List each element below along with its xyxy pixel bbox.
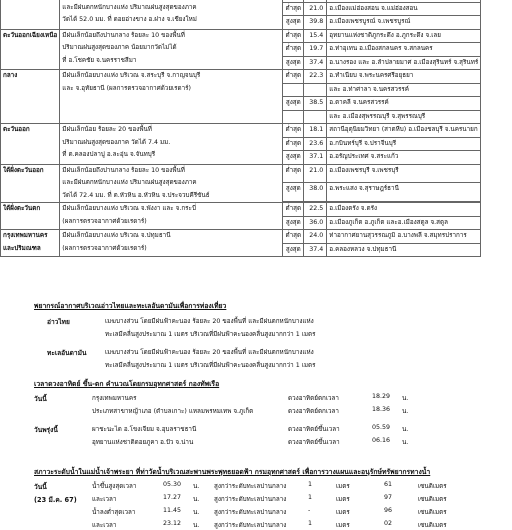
- temp-location: ท่าอากาศยานสุวรรณภูมิ อ.บางพลี จ.สมุทรปราการ: [327, 230, 481, 244]
- description-line: และ จ.อุทัยธานี (ผลการตรวจอากาศด้วยเรดาร์): [62, 84, 192, 92]
- region-cell: [1, 0, 60, 29]
- temp-location: อ.อรัญประเทศ จ.สระแก้ว: [327, 151, 481, 165]
- region-description: [60, 164, 283, 203]
- region-description: [60, 230, 283, 257]
- region-cell: [1, 230, 60, 257]
- description-line: และมีฝนตกหนักบางแห่ง ปริมาณฝนสูงสุดของภาค: [62, 179, 197, 186]
- temp-location: และ อ.เมืองสุพรรณบุรี จ.สุพรรณบุรี: [327, 110, 481, 124]
- temp-level: ต่ำสุด: [283, 203, 304, 217]
- tide-centimeter: 97: [384, 494, 393, 501]
- temp-location: อ.ตาคลี จ.นครสวรรค์: [327, 97, 481, 111]
- tide-heading: สภาวะระดับน้ำในแม่น้ำเจ้าพระยา ที่ท่าวัดน้ำบริเวณสะพานพระพุทธยอดฟ้า กรมอุทกศาสตร์ เพื่อการวางแผนและอนุรักษ์ทรัพยากรทางน้ำ: [34, 468, 431, 476]
- description-line: วัดได้ 52.0 มม. ที่ ดอยอ่างขาง อ.ฝาง จ.เชียงใหม่: [62, 16, 197, 23]
- region-name: ตะวันออกเฉียงเหนือ: [3, 31, 58, 39]
- gulf-label: อ่าวไทย: [47, 318, 70, 326]
- region-cell: [1, 164, 60, 203]
- temp-value: 37.1: [304, 151, 327, 165]
- tide-time: 17.27: [163, 494, 182, 501]
- temp-level: สูงสุด: [283, 56, 304, 70]
- temp-level: สูงสุด: [283, 16, 304, 30]
- temp-location: อ.เมืองตรัง จ.ตรัง: [327, 203, 481, 217]
- tide-day-label: วันนี้: [34, 483, 47, 491]
- tide-meter-unit: เมตร: [336, 496, 350, 503]
- tide-centimeter: 61: [384, 481, 393, 488]
- tide-centimeter-unit: เซนติเมตร: [418, 522, 447, 529]
- temp-value: 38.5: [304, 97, 327, 111]
- temp-value: 18.1: [304, 124, 327, 138]
- tide-meter-unit: เมตร: [336, 483, 350, 490]
- tide-centimeter-unit: เซนติเมตร: [418, 496, 447, 503]
- region-description: [60, 29, 283, 70]
- region-name-2: และปริมณฑล: [3, 244, 41, 252]
- temp-value: 39.8: [304, 16, 327, 30]
- tide-amount: 1: [308, 520, 313, 527]
- region-cell: [1, 70, 60, 124]
- tide-unit: น.: [193, 496, 200, 503]
- description-line: มีฝนเล็กน้อยบางแห่ง บริเวณ จ.สระบุรี จ.กาญจนบุรี: [62, 72, 201, 79]
- temp-value: 15.4: [304, 29, 327, 43]
- sun-unit: น.: [402, 439, 409, 446]
- tide-unit: น.: [193, 522, 200, 529]
- temp-location: อุทยานแห่งชาติภูกระดึง อ.ภูกระดึง จ.เลย: [327, 29, 481, 43]
- forecast-heading: พยากรณ์อากาศบริเวณอ่าวไทยและทะเลอันดามันเพื่อการท่องเที่ยว: [34, 302, 227, 310]
- temp-value: [304, 83, 327, 97]
- description-line: ปริมาณฝนสูงสุดของภาค วัดได้ 7.4 มม.: [62, 138, 171, 146]
- tide-centimeter: 02: [384, 520, 393, 527]
- temp-value: 38.0: [304, 183, 327, 202]
- temp-location: อ.คลองหลวง จ.ปทุมธานี: [327, 243, 481, 257]
- temp-level: [283, 110, 304, 124]
- weather-table: [0, 0, 481, 257]
- temp-level: สูงสุด: [283, 216, 304, 230]
- tide-event: และเวลา: [92, 522, 117, 529]
- tide-unit: น.: [193, 483, 200, 490]
- temp-value: 24.0: [304, 230, 327, 244]
- sun-place: อุทยานแห่งชาติดอยภูคา อ.ปัว จ.น่าน: [92, 439, 194, 446]
- andaman-line-1: เมฆบางส่วน โดยมีฝนฟ้าคะนอง ร้อยละ 20 ของพื้นที่ และมีฝนตกหนักบางแห่ง: [105, 349, 314, 356]
- temp-location: อ.พระแสง จ.สุราษฎร์ธานี: [327, 183, 481, 202]
- temp-level: ต่ำสุด: [283, 2, 304, 16]
- sun-event: ดวงอาทิตย์ตกเวลา: [288, 408, 339, 415]
- description-line: (ผลการตรวจอากาศด้วยเรดาร์): [62, 244, 147, 252]
- description-line: มีฝนเล็กน้อยบางแห่ง บริเวณ จ.พังงา และ จ.กระบี่: [62, 205, 196, 212]
- description-line: มีฝนเล็กน้อยบางแห่ง บริเวณ จ.ปทุมธานี: [62, 232, 171, 239]
- temp-value: 23.6: [304, 137, 327, 151]
- temp-level: สูงสุด: [283, 151, 304, 165]
- temp-location: อ.นางรอง และ อ.ลำปลายมาศ อ.เมืองสุรินทร์ จ.สุรินทร์: [327, 56, 481, 70]
- description-line: มีฝนเล็กน้อยถึงปานกลาง ร้อยละ 10 ของพื้นที่: [62, 166, 185, 174]
- weather-row: [1, 230, 481, 244]
- temp-level: ต่ำสุด: [283, 164, 304, 183]
- temp-value: 22.5: [304, 203, 327, 217]
- tide-amount: 1: [308, 494, 313, 501]
- temp-value: 19.7: [304, 43, 327, 57]
- sun-unit: น.: [402, 395, 409, 402]
- temp-location: อ.เมืองเพชรบุรี จ.เพชรบุรี: [327, 164, 481, 183]
- tide-event: และเวลา: [92, 496, 117, 503]
- sun-event: ดวงอาทิตย์ขึ้นเวลา: [288, 426, 340, 433]
- sun-place: กรุงเทพมหานคร: [92, 395, 137, 402]
- sun-time: 18.29: [372, 393, 391, 400]
- region-cell: [1, 124, 60, 165]
- description-line: วัดได้ 72.4 มม. ที่ ต.หัวหิน อ.หัวหิน จ.ประจวบคีรีขันธ์: [62, 191, 210, 199]
- tide-time: 23.12: [163, 520, 182, 527]
- description-line: ปริมาณฝนสูงสุดของภาค น้อยมากวัดไม่ได้: [62, 44, 177, 51]
- temp-level: ต่ำสุด: [283, 230, 304, 244]
- weather-row: [1, 203, 481, 217]
- temp-level: สูงสุด: [283, 243, 304, 257]
- andaman-label: ทะเลอันดามัน: [47, 349, 87, 357]
- region-cell: [1, 29, 60, 70]
- region-name: ใต้ฝั่งตะวันออก: [3, 166, 44, 174]
- region-description: [60, 124, 283, 165]
- region-description: [60, 0, 283, 29]
- description-line: และมีฝนตกหนักบางแห่ง ปริมาณฝนสูงสุดของภาค: [62, 3, 197, 11]
- region-description: [60, 70, 283, 124]
- temp-location: และ อ.ท่าศาลา จ.นครสวรรค์: [327, 83, 481, 97]
- temp-level: ต่ำสุด: [283, 43, 304, 57]
- weather-row: [1, 124, 481, 138]
- region-name: ใต้ฝั่งตะวันตก: [3, 205, 41, 212]
- tide-meter-unit: เมตร: [336, 509, 350, 516]
- temp-level: ต่ำสุด: [283, 29, 304, 43]
- region-name: กลาง: [3, 72, 18, 79]
- region-name: [3, 0, 57, 2]
- sun-time: 05.59: [372, 424, 391, 431]
- region-description: [60, 203, 283, 230]
- sun-heading: เวลาดวงอาทิตย์ ขึ้น-ตก คำนวณโดยกรมอุทกศาสตร์ กองทัพเรือ: [34, 380, 220, 388]
- sun-time: 18.36: [372, 406, 391, 413]
- temp-level: ต่ำสุด: [283, 137, 304, 151]
- sun-event: ดวงอาทิตย์ขึ้นเวลา: [288, 439, 340, 446]
- sun-time: 06.16: [372, 437, 391, 444]
- tide-unit: น.: [193, 509, 200, 516]
- temp-location: อ.กบินทร์บุรี จ.ปราจีนบุรี: [327, 137, 481, 151]
- sun-place: ประเภทสาขาหญ้าเภอ (ตำบลเกาะ) แหลมพรหมเทพ จ.ภูเก็ต: [92, 408, 254, 415]
- tide-meter-unit: เมตร: [336, 522, 350, 529]
- tide-description: สูงกว่าระดับทะเลปานกลาง: [214, 509, 287, 516]
- temp-level: [283, 83, 304, 97]
- region-cell: [1, 203, 60, 230]
- temp-value: 22.3: [304, 70, 327, 84]
- gulf-line-1: เมฆบางส่วน โดยมีฝนฟ้าคะนอง ร้อยละ 20 ของพื้นที่ และมีฝนตกหนักบางแห่ง: [105, 318, 314, 325]
- weather-row: [1, 164, 481, 183]
- region-name: ตะวันออก: [3, 126, 30, 133]
- andaman-line-2: ทะเลมีคลื่นสูงประมาณ 1 เมตร บริเวณที่มีฝนฟ้าคะนองคลื่นสูงมากกว่า 1 เมตร: [105, 362, 316, 369]
- tide-amount: -: [308, 507, 311, 514]
- weather-row: [1, 29, 481, 43]
- weather-row: [1, 70, 481, 84]
- temp-value: 36.0: [304, 216, 327, 230]
- description-line: (ผลการตรวจอากาศด้วยเรดาร์): [62, 217, 147, 225]
- temp-value: 21.0: [304, 164, 327, 183]
- description-line: มีฝนเล็กน้อย ร้อยละ 20 ของพื้นที่: [62, 126, 152, 133]
- temp-location: สถานีอุตุนิยมวิทยา (สาตหีบ) อ.เมืองชลบุรี จ.นครนายก: [327, 124, 481, 138]
- temp-value: [304, 110, 327, 124]
- sun-place: ผาชะนะได อ.โขงเจียม จ.อุบลราชธานี: [92, 426, 197, 433]
- temp-level: สูงสุด: [283, 183, 304, 202]
- tide-event: น้ำลงต่ำสุดเวลา: [92, 509, 136, 516]
- tide-time: 11.45: [163, 507, 182, 514]
- gulf-line-2: ทะเลมีคลื่นสูงประมาณ 1 เมตร บริเวณที่มีฝนฟ้าคะนองคลื่นสูงมากกว่า 1 เมตร: [105, 331, 316, 338]
- temp-value: 37.4: [304, 243, 327, 257]
- sun-today-label: วันนี้: [34, 395, 47, 403]
- temp-location: อ.ทำเนียบ จ.พระนครศรีอยุธยา: [327, 70, 481, 84]
- tide-amount: 1: [308, 481, 313, 488]
- description-line: ที่ ต.คลองปลาบู่ อ.ละอุ่น จ.จันทบุรี: [62, 151, 156, 158]
- description-line: มีฝนเล็กน้อยถึงปานกลาง ร้อยละ 10 ของพื้นที่: [62, 31, 185, 39]
- sun-unit: น.: [402, 408, 409, 415]
- sun-tomorrow-label: วันพรุ่งนี้: [34, 426, 58, 434]
- description-line: ที่ อ.โชคชัย จ.นครราชสีมา: [62, 56, 137, 64]
- tide-event: น้ำขึ้นสูงสุดเวลา: [92, 483, 137, 490]
- tide-description: สูงกว่าระดับทะเลปานกลาง: [214, 522, 287, 529]
- tide-description: สูงกว่าระดับทะเลปานกลาง: [214, 483, 287, 490]
- sun-event: ดวงอาทิตย์ตกเวลา: [288, 395, 339, 402]
- temp-level: สูงสุด: [283, 97, 304, 111]
- tide-description: สูงกว่าระดับทะเลปานกลาง: [214, 496, 287, 503]
- temp-level: ต่ำสุด: [283, 70, 304, 84]
- tide-date-label: (23 มี.ค. 67): [34, 496, 77, 504]
- temp-location: อ.เมืองภูเก็ต อ.ภูเก็ต และอ.เมืองสตูล จ.สตูล: [327, 216, 481, 230]
- temp-value: 37.4: [304, 56, 327, 70]
- temp-level: ต่ำสุด: [283, 124, 304, 138]
- temp-location: อ.เมืองเพชรบูรณ์ จ.เพชรบูรณ์: [327, 16, 481, 30]
- temp-location: อ.เมืองแม่ฮ่องสอน จ.แม่ฮ่องสอน: [327, 2, 481, 16]
- tide-time: 05.30: [163, 481, 182, 488]
- region-name: กรุงเทพมหานคร: [3, 232, 48, 239]
- temp-location: อ.ท่าอุเทน อ.เมืองสกลนคร จ.สกลนคร: [327, 43, 481, 57]
- sun-unit: น.: [402, 426, 409, 433]
- tide-centimeter-unit: เซนติเมตร: [418, 483, 447, 490]
- temp-value: 21.0: [304, 2, 327, 16]
- tide-centimeter-unit: เซนติเมตร: [418, 509, 447, 516]
- tide-centimeter: 96: [384, 507, 393, 514]
